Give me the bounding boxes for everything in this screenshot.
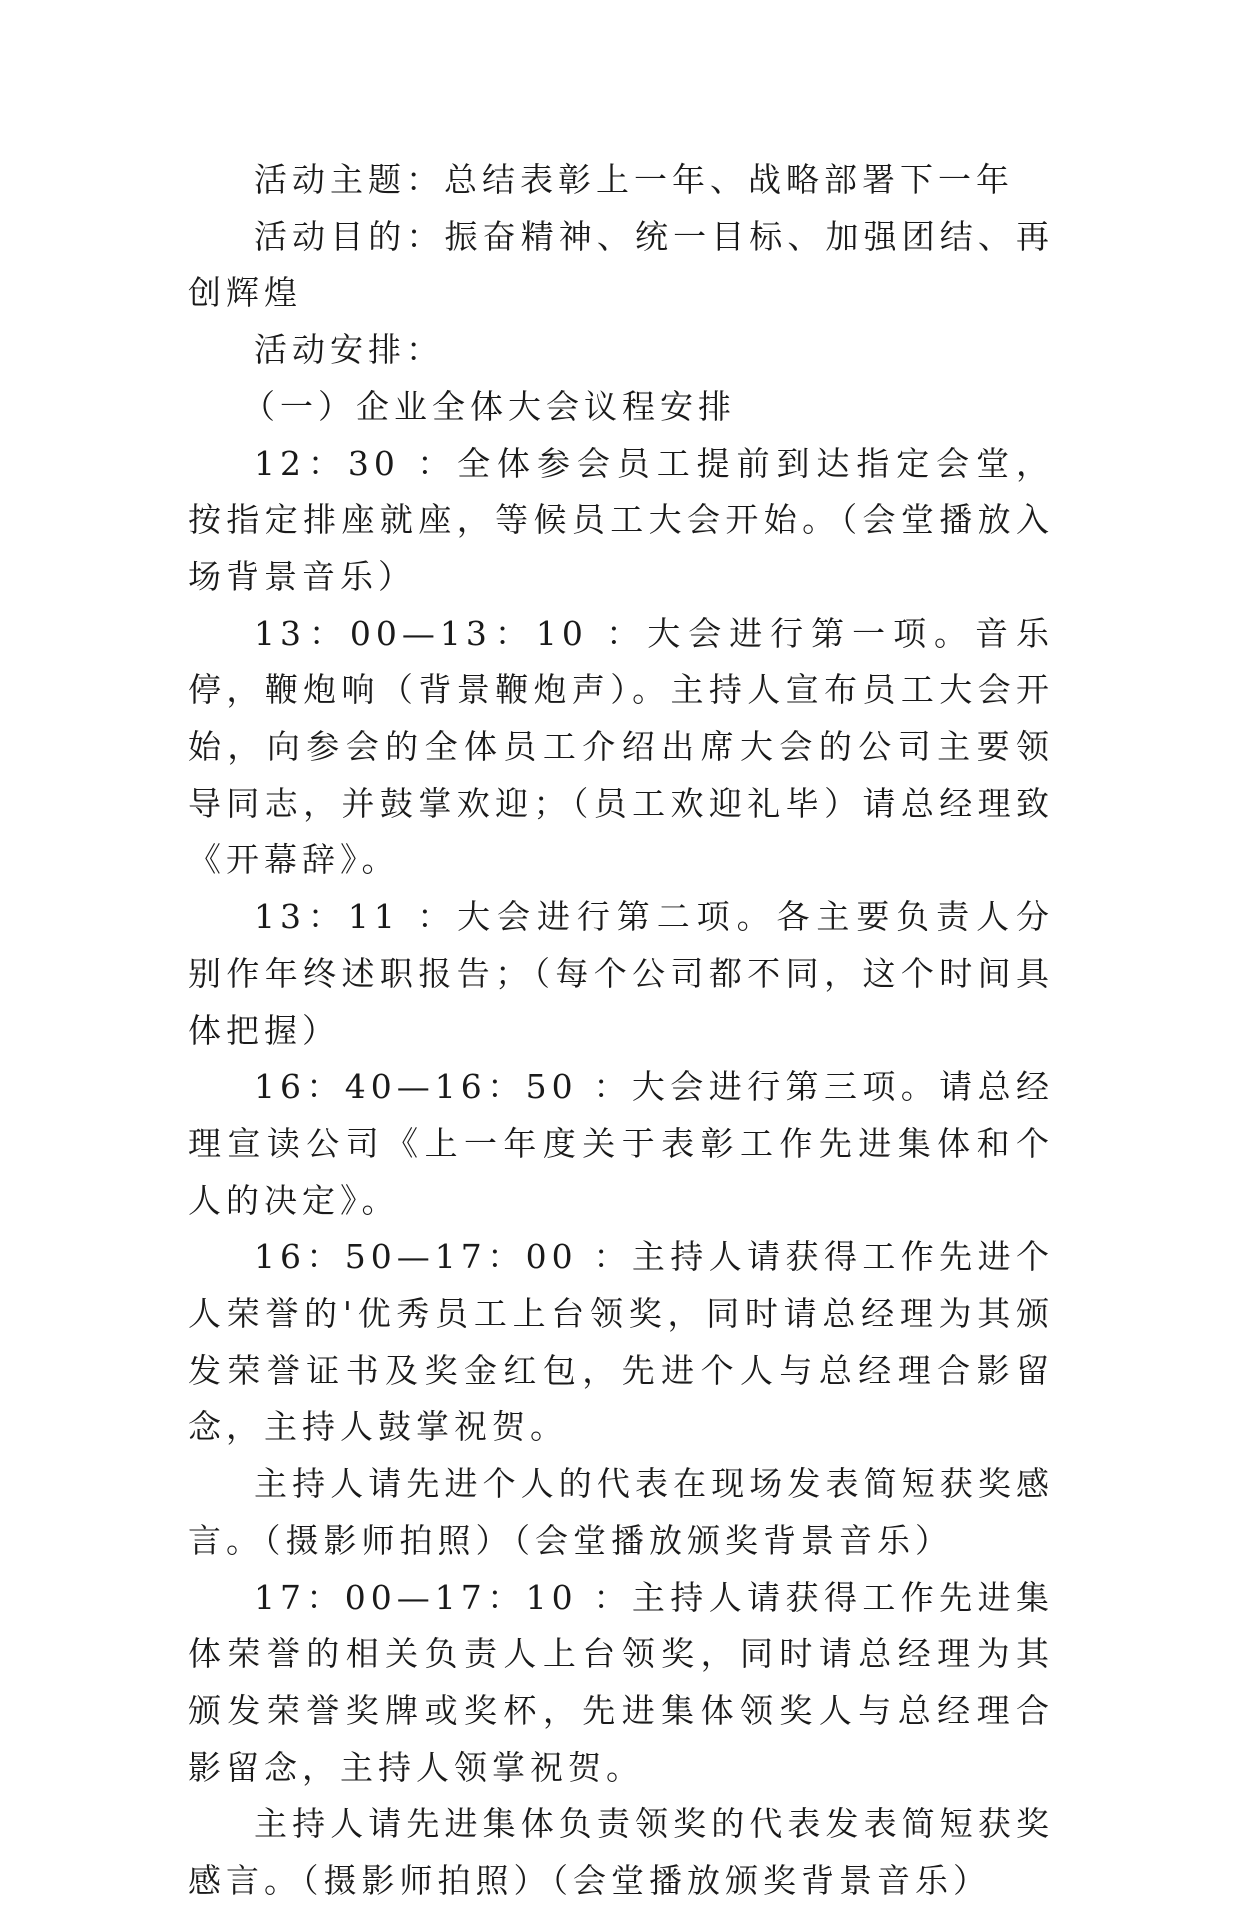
document-body (188, 152, 1054, 1910)
paragraph-agenda-1300: 13：00—13：10 ：大会进行第一项。音乐停，鞭炮响（背景鞭炮声）。主持人宣布员工大会开始，向参会的全体员工介绍出席大会的公司主要领导同志，并鼓掌欢迎；（员工欢迎礼毕）请总经理致《开幕辞》。 (188, 613, 1054, 880)
paragraph-agenda-1640: 16：40—16：50 ：大会进行第三项。请总经理宣读公司《上一年度关于表彰工作先进集体和个人的决定》。 (188, 1067, 1054, 1220)
paragraph-agenda-1700: 17：00—17：10 ：主持人请获得工作先进集体荣誉的相关负责人上台领奖，同时请总经理为其颁发荣誉奖牌或奖杯，先进集体领奖人与总经理合影留念，主持人领掌祝贺。 (188, 1577, 1054, 1787)
paragraph-individual-speech: 主持人请先进个人的代表在现场发表简短获奖感言。（摄影师拍照）（会堂播放颁奖背景音乐） (188, 1464, 1054, 1560)
paragraph-agenda-1230: 12：30 ：全体参会员工提前到达指定会堂，按指定排座就座，等候员工大会开始。（会堂播放入场背景音乐） (188, 443, 1054, 596)
paragraph-agenda-1311: 13：11 ：大会进行第二项。各主要负责人分别作年终述职报告；（每个公司都不同，这个时间具体把握） (188, 897, 1054, 1050)
section-heading-agenda: （一）企业全体大会议程安排 (242, 386, 736, 426)
paragraph-activity-arrangement: 活动安排： (254, 330, 444, 370)
paragraph-agenda-1650: 16：50—17：00 ：主持人请获得工作先进个人荣誉的'优秀员工上台领奖，同时请总经理为其颁发荣誉证书及奖金红包，先进个人与总经理合影留念，主持人鼓掌祝贺。 (188, 1237, 1054, 1447)
paragraph-activity-purpose: 活动目的：振奋精神、统一目标、加强团结、再创辉煌 (188, 216, 1054, 313)
paragraph-collective-speech: 主持人请先进集体负责领奖的代表发表简短获奖感言。（摄影师拍照）（会堂播放颁奖背景音乐） (188, 1804, 1054, 1901)
paragraph-activity-theme: 活动主题：总结表彰上一年、战略部署下一年 (254, 160, 1014, 199)
